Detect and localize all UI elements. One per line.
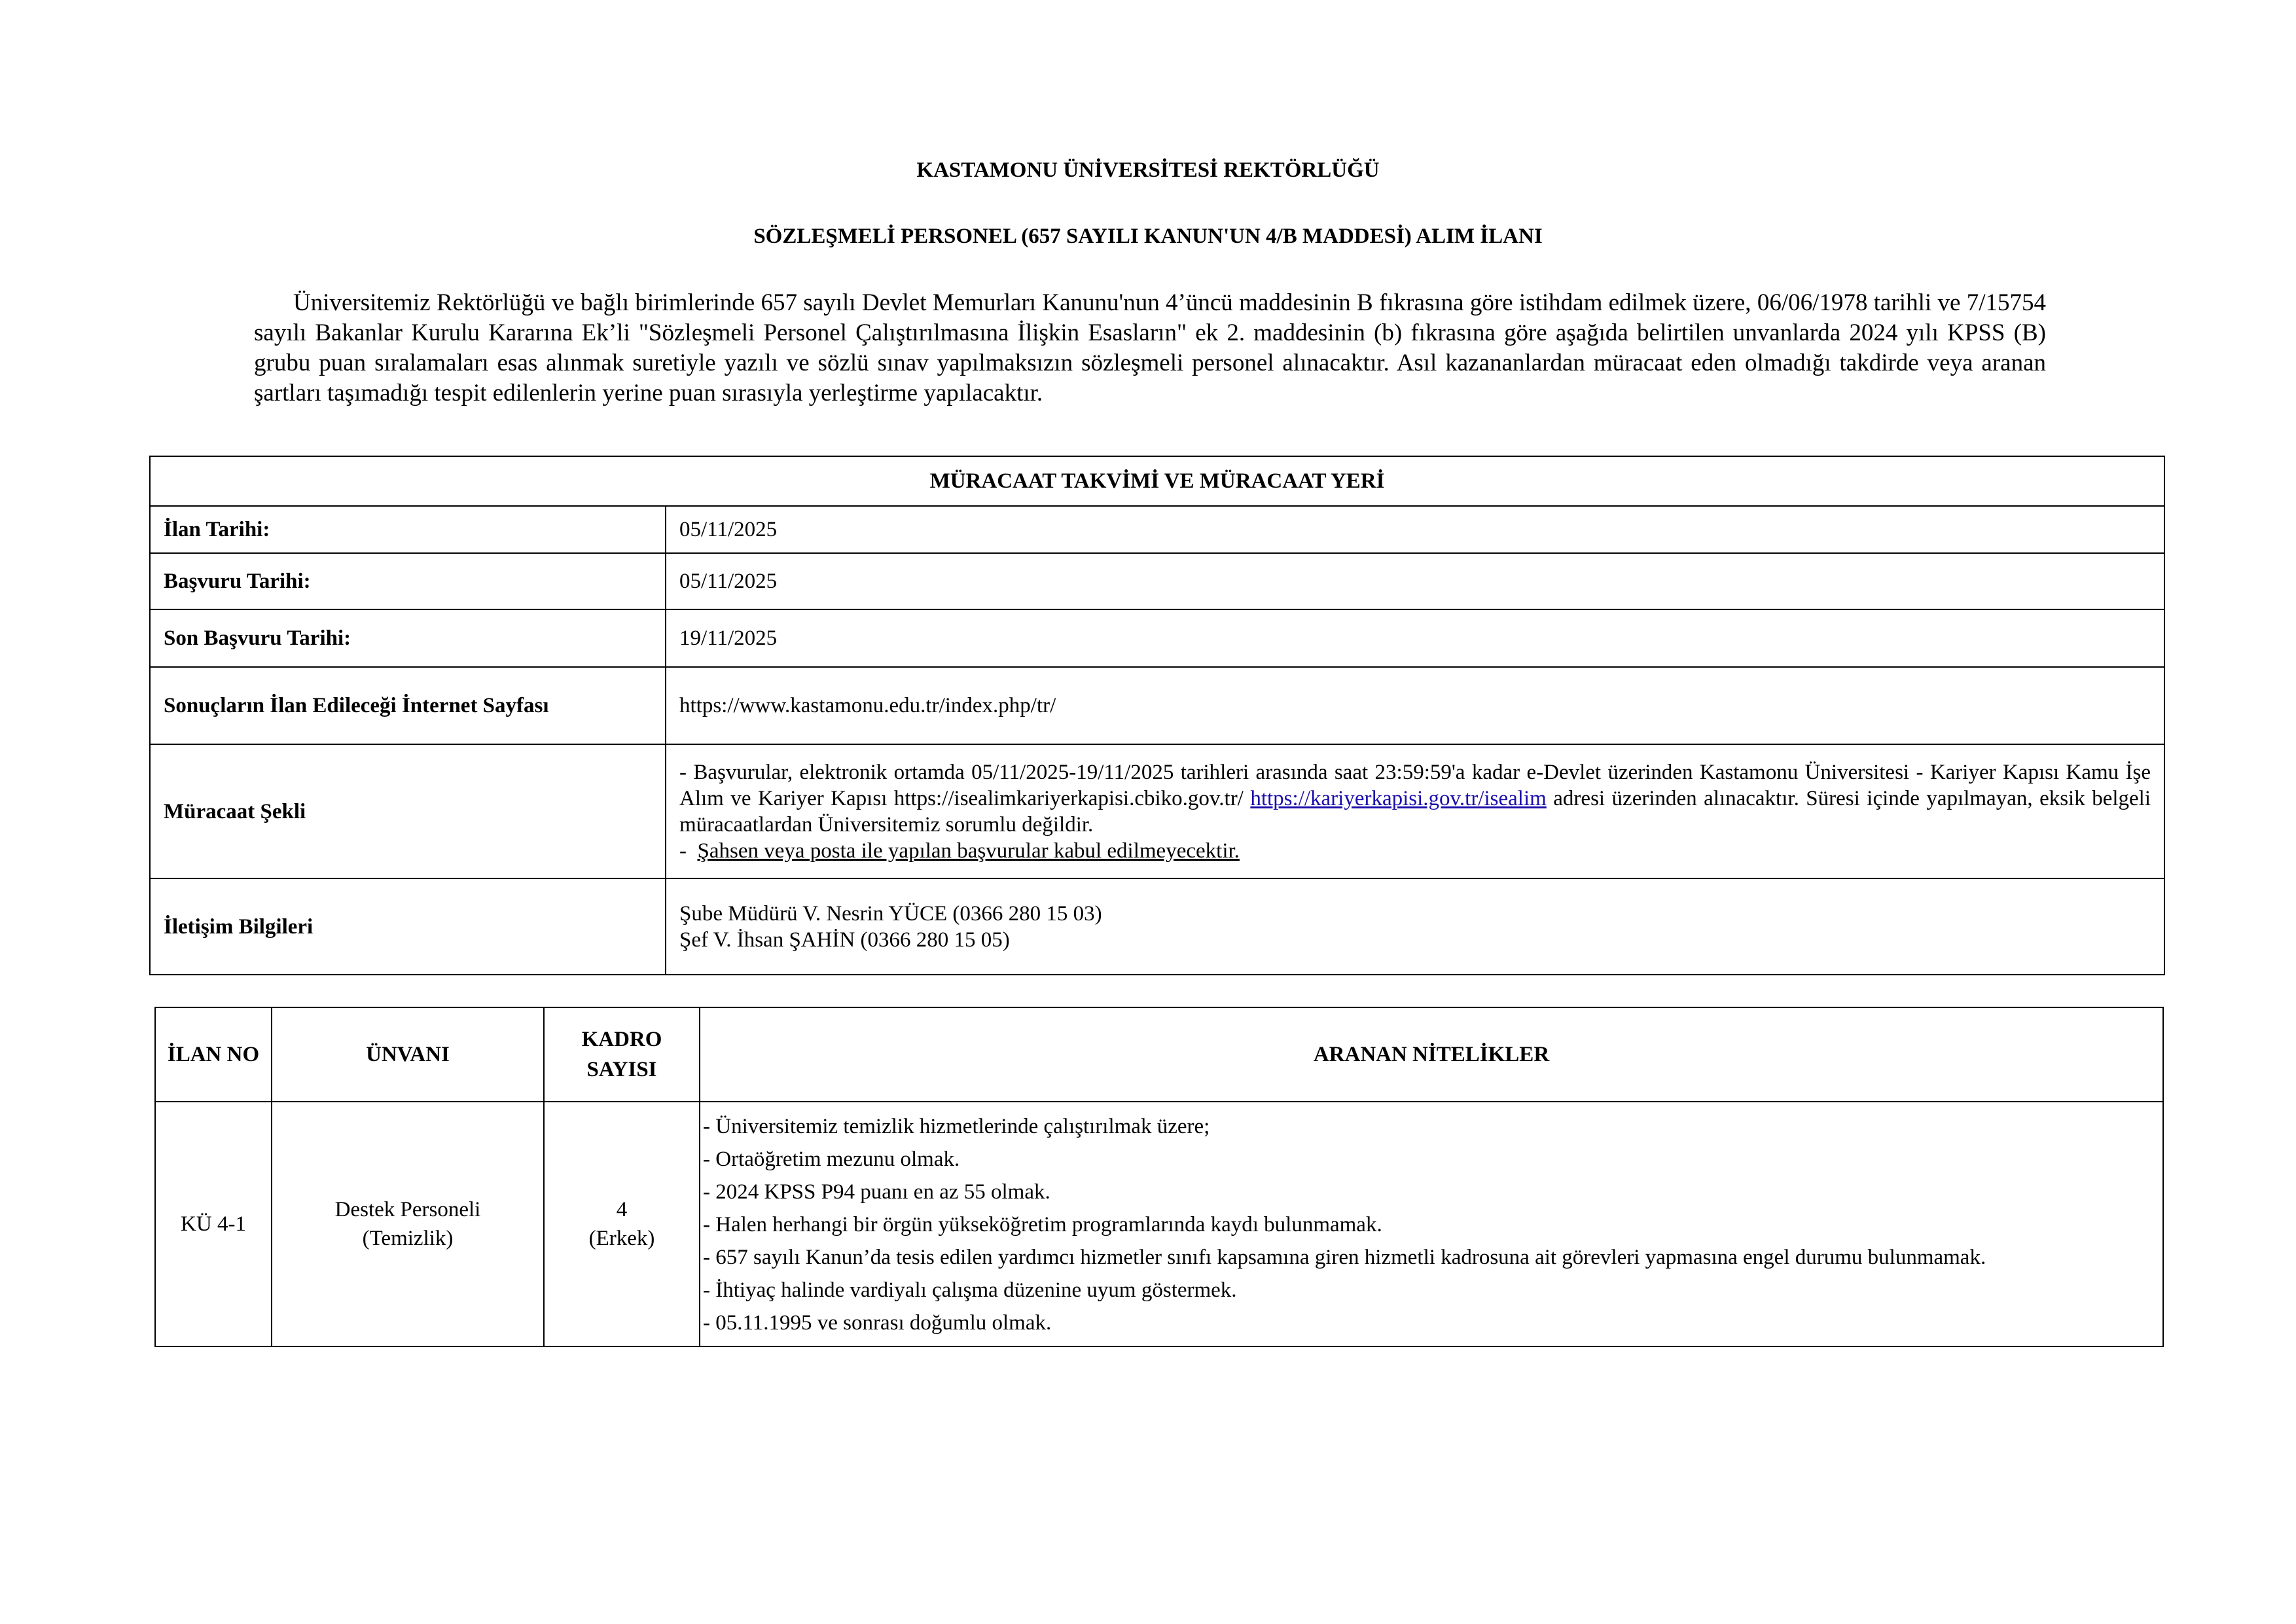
ilan-date-label: İlan Tarihi: [150, 506, 666, 553]
contact-line-2: Şef V. İhsan ŞAHİN (0366 280 15 05) [679, 928, 1010, 952]
position-title [272, 1102, 544, 1346]
qualification-item: - 05.11.1995 ve sonrası doğumlu olmak. [703, 1311, 1052, 1335]
header-kadro: KADRO SAYISI [544, 1007, 700, 1102]
position-title-line2: (Temizlik) [362, 1227, 454, 1250]
ilan-date-value: 05/11/2025 [666, 506, 2164, 553]
page-subtitle: SÖZLEŞMELİ PERSONEL (657 SAYILI KANUN'UN 4/B MADDESİ) ALIM İLANI [753, 225, 1543, 248]
qualification-item: - İhtiyaç halinde vardiyalı çalışma düzenine uyum göstermek. [703, 1278, 1237, 1302]
results-website-value: https://www.kastamonu.edu.tr/index.php/tr/ [666, 667, 2164, 744]
qualification-item: - Üniversitemiz temizlik hizmetlerinde çalıştırılmak üzere; [703, 1115, 1210, 1138]
note-dash: - [679, 839, 687, 863]
calendar-heading: MÜRACAAT TAKVİMİ VE MÜRACAAT YERİ [150, 456, 2164, 506]
table-row [150, 553, 2164, 609]
qualification-item: - 2024 KPSS P94 puanı en az 55 olmak. [703, 1180, 1050, 1204]
application-method-text [679, 759, 2151, 838]
note-text: Şahsen veya posta ile yapılan başvurular kabul edilmeyecektir. [697, 839, 1240, 863]
positions-table [154, 1007, 2164, 1347]
position-title-line1: Destek Personeli [334, 1198, 481, 1221]
kariyerkapisi-link[interactable]: https://kariyerkapisi.gov.tr/isealim [1250, 786, 1547, 810]
contact-value [666, 878, 2164, 975]
page-title: KASTAMONU ÜNİVERSİTESİ REKTÖRLÜĞÜ [916, 158, 1380, 182]
table-row [150, 667, 2164, 744]
qualifications-cell [700, 1102, 2163, 1346]
application-method-text-part1: - Başvurular, elektronik ortamda 05/11/2025-19/11/2025 tarihleri arasında saat 23:59:59'a kadar e-Devlet üzerinden Kastamonu Üniversitesi - Kariyer Kapısı Kamu İşe Alım ve Kariyer Kapısı https://isealimkariyerkapisi.cbiko.gov.tr/ [679, 760, 2151, 810]
table-row [150, 744, 2164, 878]
application-calendar-table [149, 456, 2165, 975]
table-row [155, 1102, 2163, 1346]
header-ilan-no: İLAN NO [155, 1007, 272, 1102]
position-count-note: (Erkek) [588, 1227, 655, 1250]
application-method-label: Müracaat Şekli [150, 744, 666, 878]
intro-paragraph: Üniversitemiz Rektörlüğü ve bağlı birimlerinde 657 sayılı Devlet Memurları Kanunu'nun 4’üncü maddesinin B fıkrasına göre istihdam edilmek üzere, 06/06/1978 tarihli ve 7/15754 sayılı Bakanlar Kurulu Kararına Ek’li "Sözleşmeli Personel Çalıştırılmasına İlişkin Esasların" ek 2. maddesinin (b) fıkrasına göre aşağıda belirtilen unvanlarda 2024 yılı KPSS (B) grubu puan sıralamaları esas alınmak suretiyle yazılı ve sözlü sınav yapılmaksızın sözleşmeli personel alınacaktır. Asıl kazananlardan müracaat eden olmadığı takdirde veya aranan şartları taşımadığı tespit edilenlerin yerine puan sırasıyla yerleştirme yapılacaktır. [254, 289, 2046, 406]
table-row [150, 878, 2164, 975]
results-website-label: Sonuçların İlan Edileceği İnternet Sayfası [150, 667, 666, 744]
deadline-label: Son Başvuru Tarihi: [150, 609, 666, 667]
header-nitelikler: ARANAN NİTELİKLER [700, 1007, 2163, 1102]
deadline-value: 19/11/2025 [666, 609, 2164, 667]
table-row [150, 609, 2164, 667]
contact-line-1: Şube Müdürü V. Nesrin YÜCE (0366 280 15 03) [679, 901, 1102, 926]
position-ilan-no: KÜ 4-1 [155, 1102, 272, 1346]
application-date-value: 05/11/2025 [666, 553, 2164, 609]
position-count [544, 1102, 700, 1346]
contact-label: İletişim Bilgileri [150, 878, 666, 975]
qualification-item: - Ortaöğretim mezunu olmak. [703, 1147, 960, 1171]
application-method-text-part2: adresi üzerinden alınacaktır. Süresi içinde yapılmayan, eksik belgeli müracaatlardan Üniversitemiz sorumlu değildir. [679, 786, 2151, 837]
position-count-number: 4 [616, 1198, 628, 1221]
application-method-value [666, 744, 2164, 878]
qualification-item: - 657 sayılı Kanun’da tesis edilen yardımcı hizmetler sınıfı kapsamına giren hizmetli kadrosuna ait görevleri yapmasına engel durumu bulunmamak. [703, 1246, 1986, 1269]
positions-header-row [155, 1007, 2163, 1102]
application-method-note [679, 838, 2151, 864]
header-unvan: ÜNVANI [272, 1007, 544, 1102]
application-date-label: Başvuru Tarihi: [150, 553, 666, 609]
table-row [150, 506, 2164, 553]
qualification-item: - Halen herhangi bir örgün yükseköğretim programlarında kaydı bulunmamak. [703, 1213, 1382, 1236]
